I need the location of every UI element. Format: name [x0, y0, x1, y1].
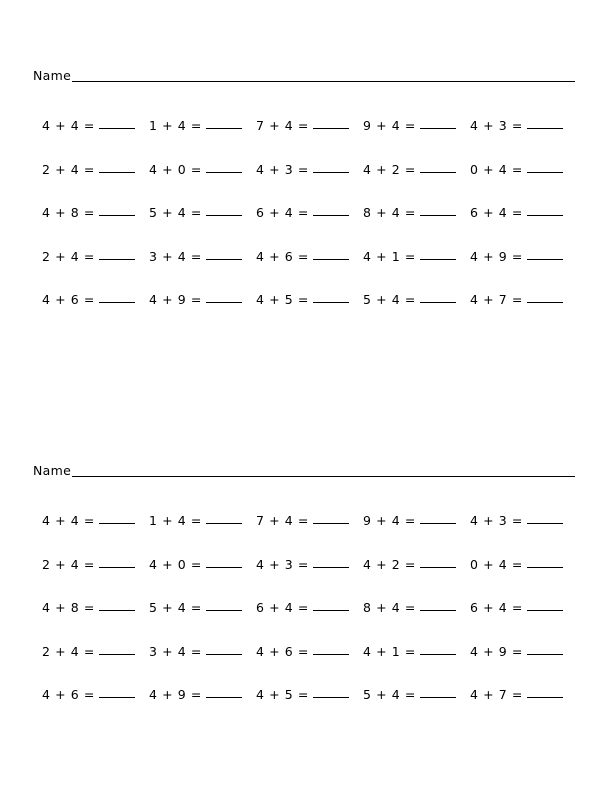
problem-expression: 4 + 6 =: [256, 248, 309, 264]
problem-expression: 4 + 3 =: [470, 513, 523, 528]
problem-expression: 4 + 2 =: [363, 161, 416, 177]
problem-expression: 4 + 1 =: [363, 248, 416, 264]
problem-expression: 6 + 4 =: [256, 600, 309, 615]
worksheet-section: [0, 453, 612, 733]
worksheet-section: [0, 58, 612, 338]
answer-blank[interactable]: [527, 654, 563, 655]
addition-problem: [470, 689, 577, 702]
answer-blank[interactable]: [527, 259, 563, 260]
addition-problem: [470, 602, 577, 615]
problem-expression: 4 + 4 =: [42, 513, 95, 528]
answer-blank[interactable]: [527, 302, 563, 303]
answer-blank[interactable]: [99, 567, 135, 568]
addition-problem: [149, 643, 256, 659]
answer-blank[interactable]: [313, 172, 349, 173]
name-input-line[interactable]: [72, 476, 575, 477]
problem-expression: 6 + 4 =: [470, 205, 523, 220]
answer-blank[interactable]: [99, 172, 135, 173]
answer-blank[interactable]: [206, 215, 242, 216]
problem-expression: 1 + 4 =: [149, 118, 202, 133]
answer-blank[interactable]: [313, 654, 349, 655]
addition-problem: [42, 248, 149, 264]
answer-blank[interactable]: [420, 128, 456, 129]
addition-problem: [42, 207, 149, 220]
addition-problem: [149, 689, 256, 702]
addition-problem: [363, 643, 470, 659]
problem-expression: 8 + 4 =: [363, 205, 416, 220]
answer-blank[interactable]: [313, 567, 349, 568]
answer-blank[interactable]: [420, 523, 456, 524]
problem-expression: 7 + 4 =: [256, 118, 309, 133]
answer-blank[interactable]: [206, 128, 242, 129]
answer-blank[interactable]: [206, 302, 242, 303]
name-field-row: [33, 58, 575, 84]
addition-problem: [363, 556, 470, 572]
answer-blank[interactable]: [206, 172, 242, 173]
problem-grid: [42, 120, 592, 338]
addition-problem: [256, 120, 363, 133]
addition-problem: [149, 294, 256, 307]
answer-blank[interactable]: [420, 172, 456, 173]
problem-row: [42, 602, 592, 646]
addition-problem: [149, 515, 256, 528]
addition-problem: [470, 207, 577, 220]
addition-problem: [256, 556, 363, 572]
addition-problem: [42, 294, 149, 307]
answer-blank[interactable]: [527, 610, 563, 611]
problem-expression: 4 + 7 =: [470, 687, 523, 702]
problem-expression: 4 + 3 =: [256, 161, 309, 177]
answer-blank[interactable]: [527, 523, 563, 524]
problem-row: [42, 294, 592, 338]
addition-problem: [42, 161, 149, 177]
addition-problem: [470, 161, 577, 177]
addition-problem: [42, 643, 149, 659]
addition-problem: [42, 556, 149, 572]
addition-problem: [470, 294, 577, 307]
problem-expression: 6 + 4 =: [256, 205, 309, 220]
addition-problem: [363, 515, 470, 528]
addition-problem: [149, 248, 256, 264]
answer-blank[interactable]: [99, 215, 135, 216]
answer-blank[interactable]: [313, 128, 349, 129]
answer-blank[interactable]: [206, 654, 242, 655]
problem-expression: 5 + 4 =: [363, 687, 416, 702]
addition-problem: [363, 602, 470, 615]
answer-blank[interactable]: [206, 523, 242, 524]
addition-problem: [256, 294, 363, 307]
problem-expression: 7 + 4 =: [256, 513, 309, 528]
problem-expression: 4 + 4 =: [42, 118, 95, 133]
problem-expression: 4 + 2 =: [363, 556, 416, 572]
problem-expression: 3 + 4 =: [149, 643, 202, 659]
addition-problem: [149, 207, 256, 220]
addition-problem: [256, 161, 363, 177]
problem-expression: 4 + 3 =: [470, 118, 523, 133]
problem-expression: 5 + 4 =: [149, 600, 202, 615]
problem-expression: 0 + 4 =: [470, 556, 523, 572]
answer-blank[interactable]: [206, 697, 242, 698]
problem-expression: 4 + 5 =: [256, 292, 309, 307]
problem-expression: 2 + 4 =: [42, 643, 95, 659]
addition-problem: [363, 161, 470, 177]
answer-blank[interactable]: [527, 172, 563, 173]
problem-expression: 1 + 4 =: [149, 513, 202, 528]
problem-expression: 0 + 4 =: [470, 161, 523, 177]
addition-problem: [42, 515, 149, 528]
problem-row: [42, 643, 592, 690]
answer-blank[interactable]: [420, 302, 456, 303]
answer-blank[interactable]: [99, 128, 135, 129]
addition-problem: [256, 248, 363, 264]
answer-blank[interactable]: [420, 567, 456, 568]
problem-row: [42, 689, 592, 733]
answer-blank[interactable]: [206, 567, 242, 568]
addition-problem: [256, 515, 363, 528]
answer-blank[interactable]: [99, 523, 135, 524]
problem-expression: 5 + 4 =: [363, 292, 416, 307]
problem-expression: 8 + 4 =: [363, 600, 416, 615]
answer-blank[interactable]: [527, 567, 563, 568]
answer-blank[interactable]: [420, 697, 456, 698]
answer-blank[interactable]: [206, 259, 242, 260]
name-label: Name: [33, 67, 72, 83]
addition-problem: [470, 643, 577, 659]
addition-problem: [149, 602, 256, 615]
problem-expression: 4 + 5 =: [256, 687, 309, 702]
problem-expression: 4 + 9 =: [149, 292, 202, 307]
addition-problem: [256, 602, 363, 615]
problem-expression: 5 + 4 =: [149, 205, 202, 220]
addition-problem: [42, 689, 149, 702]
addition-problem: [42, 602, 149, 615]
problem-expression: 4 + 6 =: [42, 687, 95, 702]
addition-problem: [363, 689, 470, 702]
addition-problem: [363, 207, 470, 220]
name-field-row: [33, 453, 575, 479]
answer-blank[interactable]: [313, 697, 349, 698]
addition-problem: [470, 556, 577, 572]
problem-grid: [42, 515, 592, 733]
problem-expression: 9 + 4 =: [363, 118, 416, 133]
answer-blank[interactable]: [420, 654, 456, 655]
problem-expression: 4 + 9 =: [470, 643, 523, 659]
addition-problem: [363, 294, 470, 307]
problem-expression: 4 + 9 =: [149, 687, 202, 702]
addition-problem: [256, 689, 363, 702]
addition-problem: [42, 120, 149, 133]
answer-blank[interactable]: [99, 654, 135, 655]
answer-blank[interactable]: [420, 259, 456, 260]
addition-problem: [363, 120, 470, 133]
answer-blank[interactable]: [313, 259, 349, 260]
addition-problem: [149, 161, 256, 177]
answer-blank[interactable]: [420, 215, 456, 216]
problem-expression: 4 + 6 =: [256, 643, 309, 659]
problem-row: [42, 515, 592, 559]
problem-expression: 6 + 4 =: [470, 600, 523, 615]
problem-expression: 4 + 7 =: [470, 292, 523, 307]
problem-expression: 4 + 0 =: [149, 161, 202, 177]
answer-blank[interactable]: [420, 610, 456, 611]
problem-expression: 4 + 8 =: [42, 600, 95, 615]
problem-expression: 2 + 4 =: [42, 161, 95, 177]
problem-expression: 4 + 6 =: [42, 292, 95, 307]
addition-problem: [256, 643, 363, 659]
problem-expression: 3 + 4 =: [149, 248, 202, 264]
problem-row: [42, 120, 592, 164]
addition-problem: [149, 120, 256, 133]
addition-problem: [470, 248, 577, 264]
answer-blank[interactable]: [527, 697, 563, 698]
answer-blank[interactable]: [527, 215, 563, 216]
problem-expression: 2 + 4 =: [42, 556, 95, 572]
answer-blank[interactable]: [99, 610, 135, 611]
problem-expression: 4 + 1 =: [363, 643, 416, 659]
name-input-line[interactable]: [72, 81, 575, 82]
answer-blank[interactable]: [99, 259, 135, 260]
problem-expression: 9 + 4 =: [363, 513, 416, 528]
problem-expression: 4 + 8 =: [42, 205, 95, 220]
addition-problem: [470, 515, 577, 528]
problem-expression: 2 + 4 =: [42, 248, 95, 264]
answer-blank[interactable]: [527, 128, 563, 129]
problem-row: [42, 556, 592, 603]
problem-row: [42, 207, 592, 251]
answer-blank[interactable]: [99, 302, 135, 303]
answer-blank[interactable]: [313, 610, 349, 611]
addition-problem: [149, 556, 256, 572]
problem-row: [42, 248, 592, 295]
addition-problem: [470, 120, 577, 133]
problem-expression: 4 + 3 =: [256, 556, 309, 572]
answer-blank[interactable]: [313, 523, 349, 524]
name-label: Name: [33, 462, 72, 478]
answer-blank[interactable]: [313, 302, 349, 303]
addition-problem: [256, 207, 363, 220]
problem-row: [42, 161, 592, 208]
problem-expression: 4 + 9 =: [470, 248, 523, 264]
answer-blank[interactable]: [99, 697, 135, 698]
problem-expression: 4 + 0 =: [149, 556, 202, 572]
answer-blank[interactable]: [206, 610, 242, 611]
addition-problem: [363, 248, 470, 264]
answer-blank[interactable]: [313, 215, 349, 216]
